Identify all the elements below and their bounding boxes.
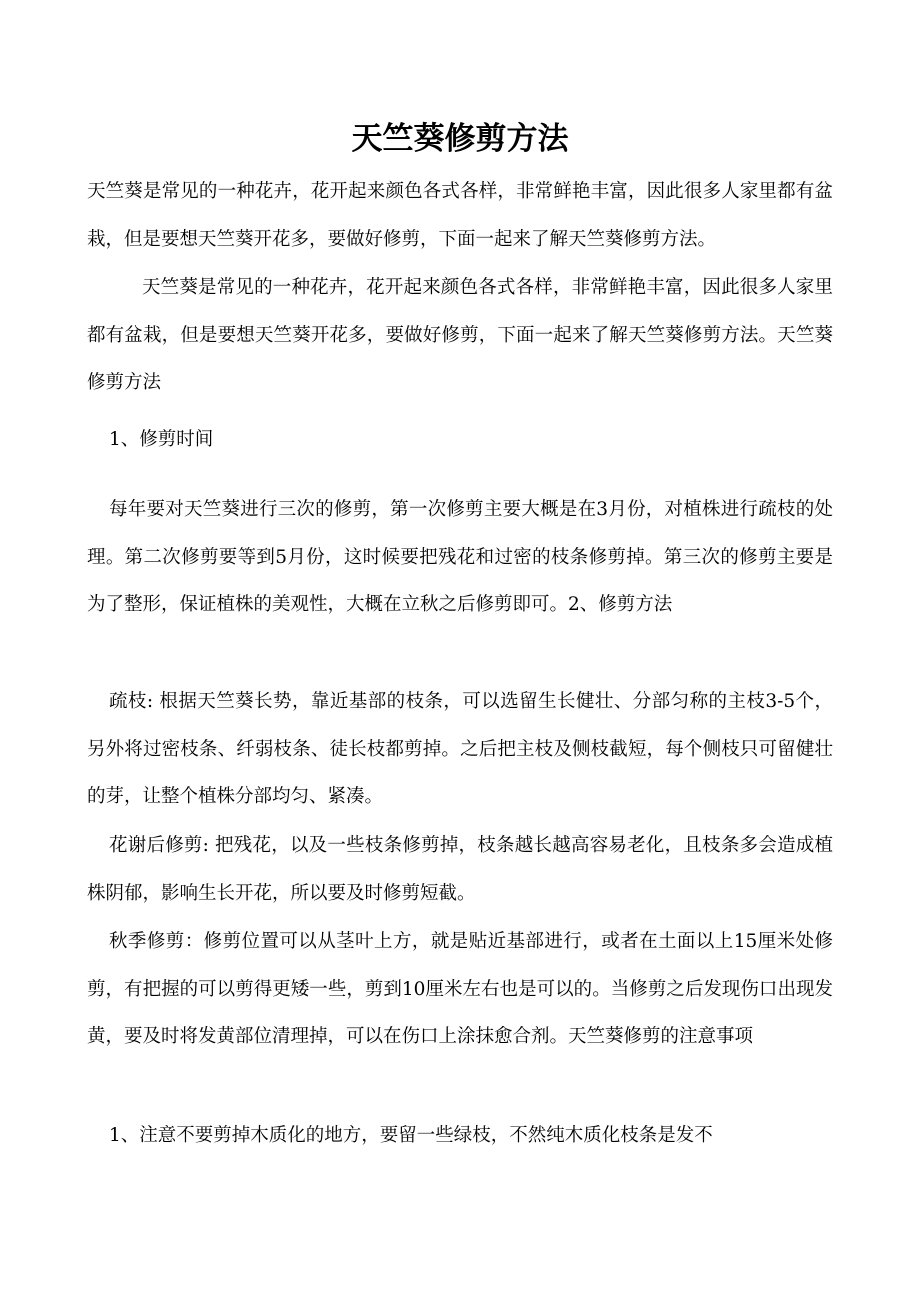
section-heading-pruning-time: 1、修剪时间: [109, 429, 214, 450]
body-paragraph-1: 天竺葵是常见的一种花卉，花开起来颜色各式各样，非常鲜艳丰富，因此很多人家里都有盆栽，但是要想天竺葵开花多，要做好修剪，下面一起来了解天竺葵修剪方法。天竺葵修剪方法: [87, 277, 833, 393]
body-paragraph-after-flowering: 花谢后修剪: 把残花，以及一些枝条修剪掉，枝条越长越高容易老化，且枝条多会造成植株阴郁，影响生长开花，所以要及时修剪短截。: [87, 835, 833, 904]
body-paragraph-notes-1: 1、注意不要剪掉木质化的地方，要留一些绿枝，不然纯木质化枝条是发不: [109, 1125, 713, 1146]
body-paragraph-thinning: 疏枝: 根据天竺葵长势，靠近基部的枝条，可以选留生长健壮、分部匀称的主枝3-5个，另外将过密枝条、纤弱枝条、徒长枝都剪掉。之后把主枝及侧枝截短，每个侧枝只可留健壮的芽，让整个植株分部均匀、紧凑。: [87, 691, 833, 807]
body-paragraph-autumn: 秋季修剪：修剪位置可以从茎叶上方，就是贴近基部进行，或者在土面以上15厘米处修剪，有把握的可以剪得更矮一些，剪到10厘米左右也是可以的。当修剪之后发现伤口出现发黄，要及时将发黄部位清理掉，可以在伤口上涂抹愈合剂。天竺葵修剪的注意事项: [87, 931, 833, 1047]
intro-paragraph: 天竺葵是常见的一种花卉，花开起来颜色各式各样，非常鲜艳丰富，因此很多人家里都有盆栽，但是要想天竺葵开花多，要做好修剪，下面一起来了解天竺葵修剪方法。: [87, 181, 833, 250]
body-paragraph-pruning-time: 每年要对天竺葵进行三次的修剪，第一次修剪主要大概是在3月份，对植株进行疏枝的处理。第二次修剪要等到5月份，这时候要把残花和过密的枝条修剪掉。第三次的修剪主要是为了整形，保证植株的美观性，大概在立秋之后修剪即可。2、修剪方法: [87, 499, 833, 615]
page-title: 天竺葵修剪方法: [351, 121, 569, 157]
